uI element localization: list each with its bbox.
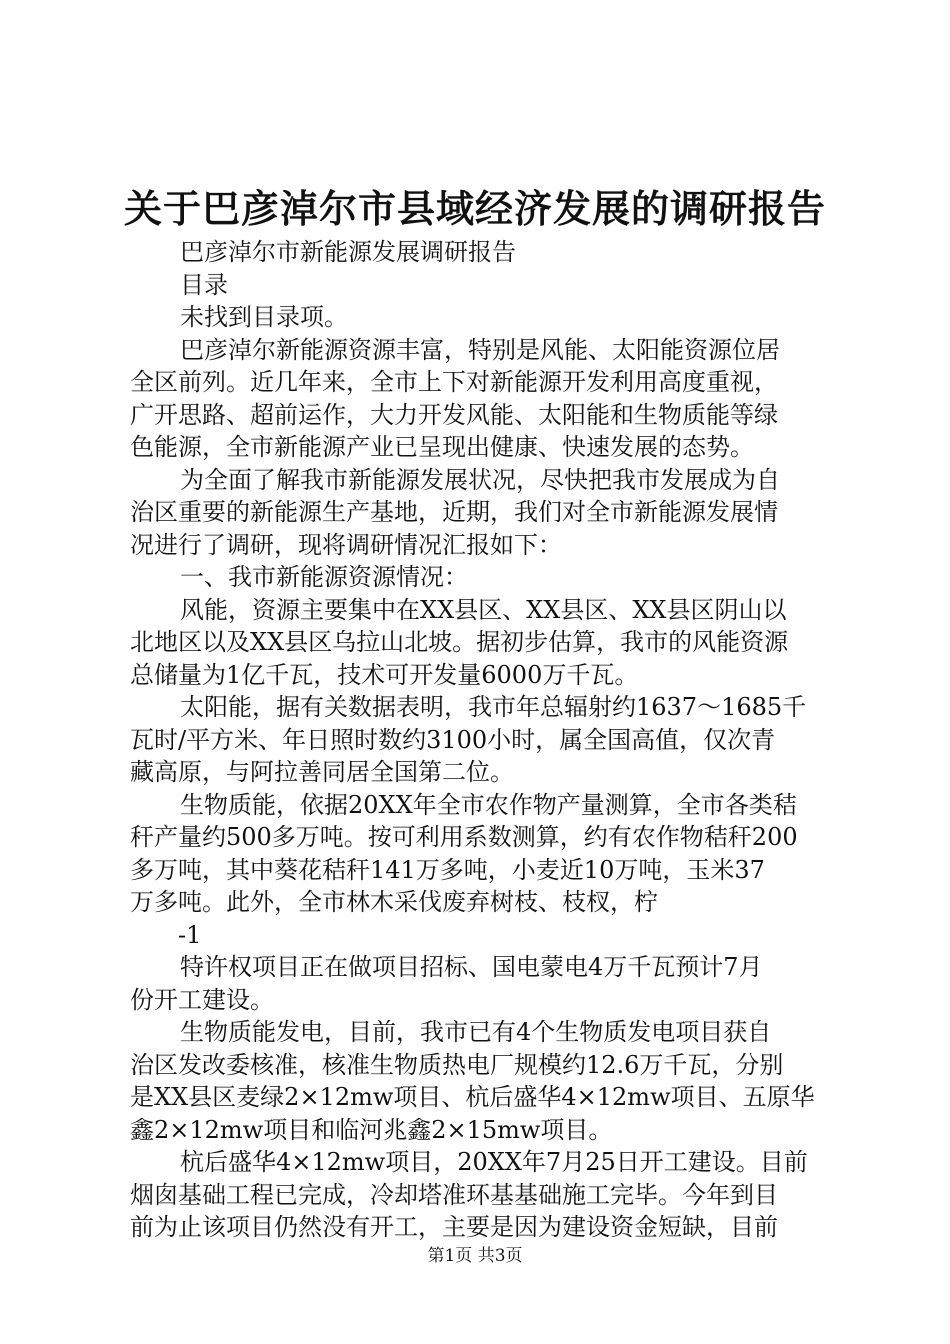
text-line: 份开工建设。 [130, 985, 274, 1014]
text-line: 烟囱基础工程已完成，冷却塔准环基基础施工完毕。今年到目 [130, 1180, 778, 1209]
text-line: 总储量为1亿千瓦，技术可开发量6000万千瓦。 [130, 660, 639, 689]
inline-page-number: -1 [178, 920, 202, 949]
text-line: 是XX县区麦绿2×12mw项目、杭后盛华4×12mw项目、五原华 [130, 1083, 815, 1111]
text-line: 风能，资源主要集中在XX县区、XX县区、XX县区阴山以 [180, 595, 787, 624]
document-title: 关于巴彦淖尔市县域经济发展的调研报告 [123, 186, 826, 231]
toc-heading: 目录 [180, 270, 228, 299]
text-line: 色能源，全市新能源产业已呈现出健康、快速发展的态势。 [130, 433, 754, 461]
text-line: 治区重要的新能源生产基地，近期，我们对全市新能源发展情 [130, 498, 778, 526]
text-line: 前为止该项目仍然没有开工，主要是因为建设资金短缺，目前 [130, 1213, 778, 1241]
page-footer: 第1页 共3页 [427, 1246, 523, 1266]
text-line: 万多吨。此外，全市林木采伐废弃树枝、枝杈，柠 [130, 888, 658, 916]
text-line: 特许权项目正在做项目招标、国电蒙电4万千瓦预计7月 [180, 953, 763, 981]
text-line: 北地区以及XX县区乌拉山北坡。据初步估算，我市的风能资源 [130, 628, 789, 656]
subtitle-line: 巴彦淖尔市新能源发展调研报告 [180, 238, 516, 266]
text-line: 杭后盛华4×12mw项目，20XX年7月25日开工建设。目前 [180, 1148, 808, 1176]
text-line: 生物质能发电，目前，我市已有4个生物质发电项目获自 [180, 1018, 772, 1046]
text-line: 为全面了解我市新能源发展状况，尽快把我市发展成为自 [180, 465, 780, 494]
text-line: 秆产量约500多万吨。按可利用系数测算，约有农作物秸秆200 [130, 823, 798, 851]
section-heading: 一、我市新能源资源情况： [180, 563, 468, 591]
toc-empty-note: 未找到目录项。 [180, 303, 348, 331]
text-line: 多万吨，其中葵花秸秆141万多吨，小麦近10万吨，玉米37 [130, 855, 765, 884]
text-line: 藏高原，与阿拉善同居全国第二位。 [130, 758, 514, 786]
text-line: 全区前列。近几年来，全市上下对新能源开发利用高度重视， [130, 368, 778, 396]
document-body [130, 236, 830, 1244]
text-line: 鑫2×12mw项目和临河兆鑫2×15mw项目。 [130, 1115, 613, 1144]
text-line: 生物质能，依据20XX年全市农作物产量测算，全市各类秸 [180, 790, 797, 819]
text-line: 治区发改委核准，核准生物质热电厂规模约12.6万千瓦，分别 [130, 1050, 784, 1079]
text-line: 巴彦淖尔新能源资源丰富，特别是风能、太阳能资源位居 [180, 335, 780, 364]
text-line: 况进行了调研，现将调研情况汇报如下： [130, 530, 562, 559]
text-line: 广开思路、超前运作，大力开发风能、太阳能和生物质能等绿 [130, 400, 778, 429]
text-line: 瓦时/平方米、年日照时数约3100小时，属全国高值，仅次青 [130, 725, 776, 754]
text-line: 太阳能，据有关数据表明，我市年总辐射约1637～1685千 [180, 693, 807, 721]
